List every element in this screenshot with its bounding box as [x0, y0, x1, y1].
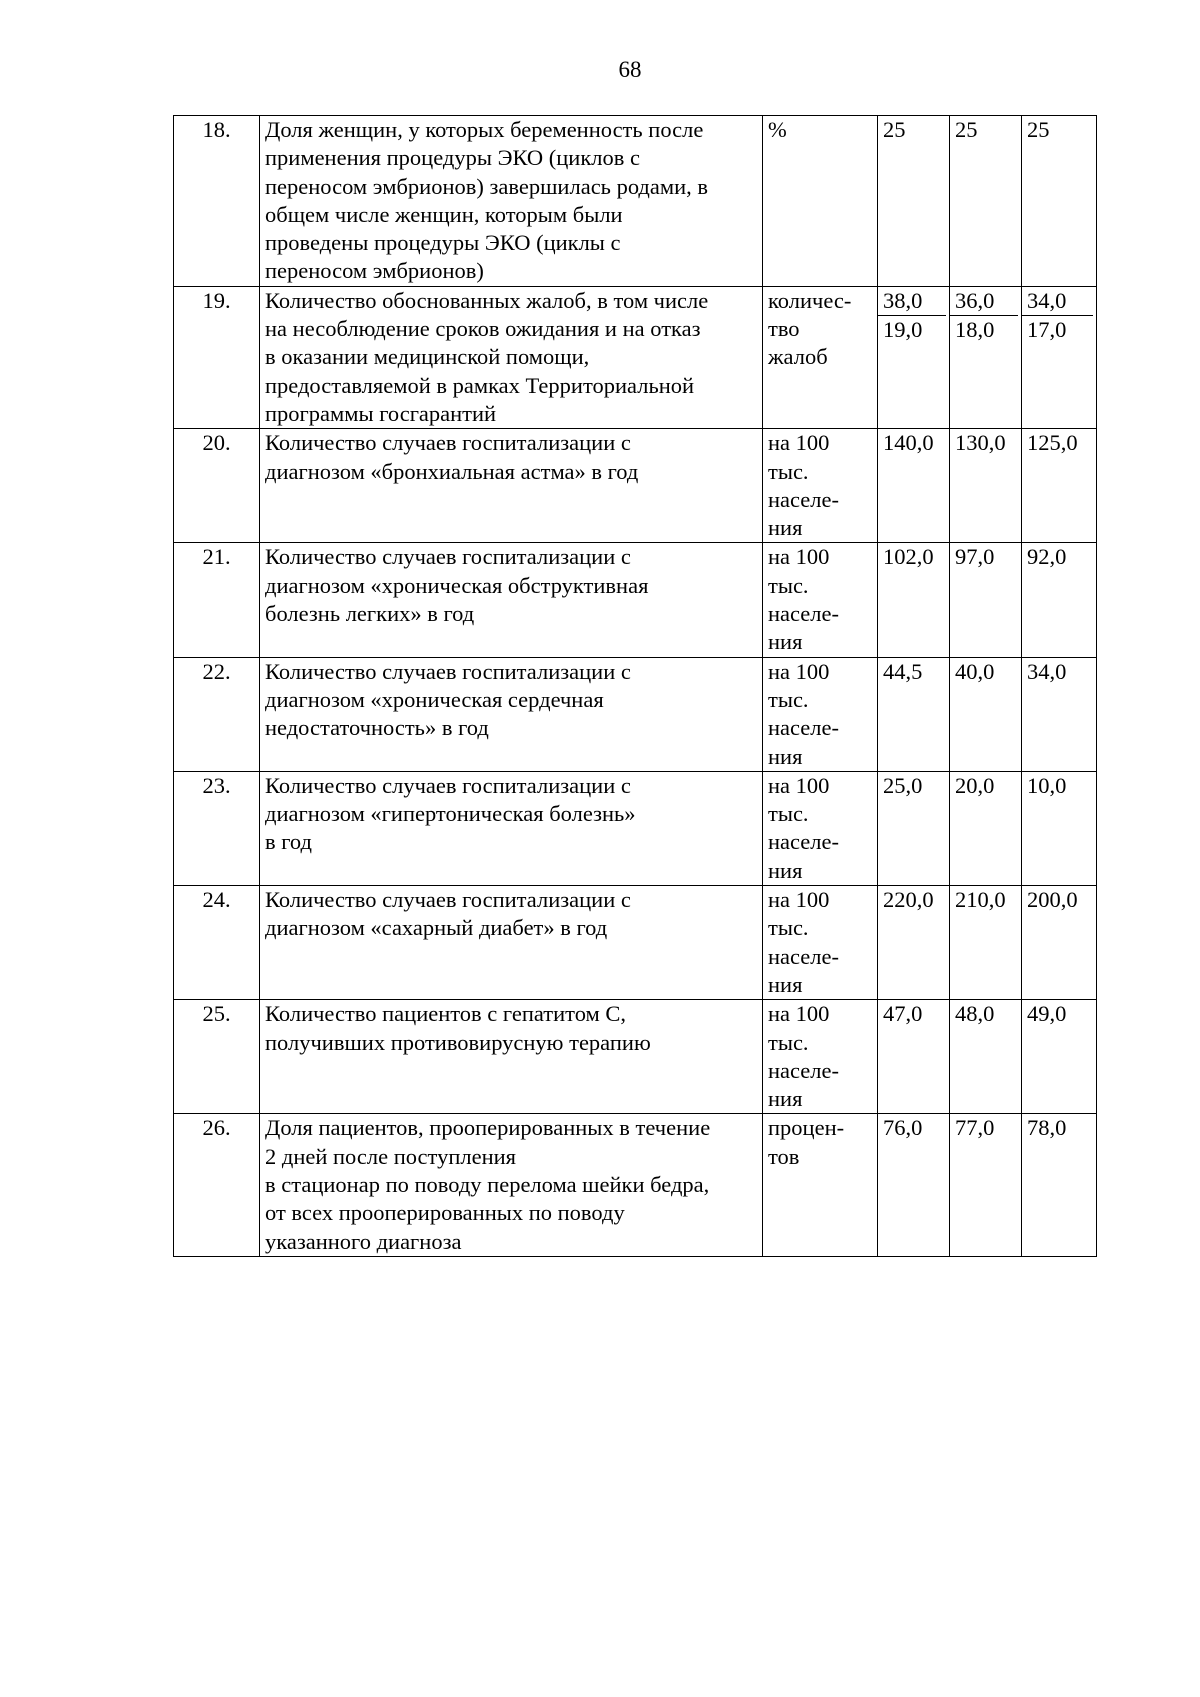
value-cell-1: [878, 543, 950, 657]
value: 210,0: [955, 887, 1006, 913]
indicator-name-line: 2 дней после поступления: [265, 1143, 517, 1169]
unit-cell-line: тво: [768, 316, 800, 342]
table-row: [174, 286, 1097, 428]
indicator-name-line: переносом эмбрионов): [265, 258, 484, 284]
indicator-name: [260, 286, 763, 428]
indicator-name: [260, 771, 763, 885]
indicator-name-line: от всех прооперированных по поводу: [265, 1200, 625, 1226]
indicator-name: [260, 1114, 763, 1256]
unit-cell-line: населе-: [768, 1057, 839, 1083]
indicator-name-line: в стационар по поводу перелома шейки бедра,: [265, 1171, 710, 1197]
value: 19,0: [883, 317, 923, 343]
indicator-name: [260, 429, 763, 543]
indicator-name-line: на несоблюдение сроков ожидания и на отказ: [265, 316, 701, 342]
value: 77,0: [955, 1115, 995, 1141]
indicator-name-line: применения процедуры ЭКО (циклов с: [265, 145, 640, 171]
indicator-name-line: недостаточность» в год: [265, 715, 489, 741]
indicator-name-line: Количество случаев госпитализации с: [265, 887, 631, 913]
indicator-name-line: Доля пациентов, прооперированных в течение: [265, 1115, 711, 1141]
value: 18,0: [955, 317, 995, 343]
indicator-name-line: Доля женщин, у которых беременность после: [265, 117, 704, 142]
unit-cell-line: тыс.: [768, 915, 809, 941]
unit-cell-line: тыс.: [768, 686, 809, 712]
value: 25: [1027, 117, 1050, 142]
unit-cell-line: на 100: [768, 1001, 830, 1027]
value-cell-1: [878, 429, 950, 543]
unit-cell-line: населе-: [768, 829, 839, 855]
unit-cell-line: количес-: [768, 287, 852, 313]
value-cell-3: [1022, 429, 1097, 543]
value: 47,0: [883, 1001, 923, 1027]
value-cell-2: [950, 116, 1022, 287]
value-cell-2: [950, 1000, 1022, 1114]
row-number: 23.: [174, 771, 260, 885]
value-cell-1: [878, 886, 950, 1000]
value: 34,0: [1027, 658, 1067, 684]
unit-cell: [763, 429, 878, 543]
value: 36,0: [950, 287, 1018, 316]
value-cell-2: [950, 657, 1022, 771]
value: 10,0: [1027, 772, 1067, 798]
value-cell-2: [950, 543, 1022, 657]
value-cell-3: [1022, 286, 1097, 428]
value-cell-3: [1022, 1114, 1097, 1256]
unit-cell-line: %: [768, 117, 787, 142]
value-cell-2: [950, 771, 1022, 885]
table-row: [174, 1000, 1097, 1114]
unit-cell-line: ния: [768, 743, 803, 769]
value-cell-2: [950, 429, 1022, 543]
unit-cell-line: на 100: [768, 887, 830, 913]
unit-cell: [763, 1114, 878, 1256]
row-number: 18.: [174, 116, 260, 287]
value-cell-3: [1022, 543, 1097, 657]
indicator-name-line: в оказании медицинской помощи,: [265, 344, 590, 370]
value-cell-3: [1022, 771, 1097, 885]
row-number: 19.: [174, 286, 260, 428]
unit-cell: [763, 116, 878, 287]
table-row: [174, 886, 1097, 1000]
value: 40,0: [955, 658, 995, 684]
unit-cell: [763, 286, 878, 428]
indicators-table: [173, 115, 1097, 1257]
value: 220,0: [883, 887, 934, 913]
value: 25: [883, 117, 906, 142]
unit-cell-line: ния: [768, 857, 803, 883]
indicator-name: [260, 886, 763, 1000]
value: 125,0: [1027, 430, 1078, 456]
value: 130,0: [955, 430, 1006, 456]
indicator-name-line: Количество случаев госпитализации с: [265, 544, 631, 570]
row-number: 24.: [174, 886, 260, 1000]
value: 25: [955, 117, 978, 142]
value: 200,0: [1027, 887, 1078, 913]
indicator-name-line: диагнозом «гипертоническая болезнь»: [265, 801, 636, 827]
indicator-name: [260, 1000, 763, 1114]
value: 140,0: [883, 430, 934, 456]
indicator-name-line: указанного диагноза: [265, 1228, 462, 1254]
unit-cell-line: тыс.: [768, 1029, 809, 1055]
table-row: [174, 429, 1097, 543]
value-cell-2: [950, 286, 1022, 428]
unit-cell-line: ния: [768, 1086, 803, 1112]
value-cell-2: [950, 1114, 1022, 1256]
unit-cell-line: на 100: [768, 772, 830, 798]
value: 38,0: [878, 287, 946, 316]
value: 25,0: [883, 772, 923, 798]
value: 78,0: [1027, 1115, 1067, 1141]
unit-cell-line: тыс.: [768, 801, 809, 827]
unit-cell-line: ния: [768, 515, 803, 541]
indicator-name-line: Количество пациентов с гепатитом С,: [265, 1001, 627, 1027]
indicator-name-line: диагнозом «сахарный диабет» в год: [265, 915, 608, 941]
indicator-name-line: проведены процедуры ЭКО (циклы с: [265, 230, 621, 256]
value: 97,0: [955, 544, 995, 570]
page-number: 68: [618, 57, 642, 82]
value: 92,0: [1027, 544, 1067, 570]
row-number: 26.: [174, 1114, 260, 1256]
value-cell-3: [1022, 657, 1097, 771]
value-cell-1: [878, 771, 950, 885]
value-cell-1: [878, 286, 950, 428]
value-cell-1: [878, 116, 950, 287]
value: 102,0: [883, 544, 934, 570]
indicator-name-line: Количество случаев госпитализации с: [265, 430, 631, 456]
indicator-name-line: диагнозом «хроническая сердечная: [265, 686, 604, 712]
unit-cell-line: на 100: [768, 544, 830, 570]
row-number: 21.: [174, 543, 260, 657]
unit-cell-line: населе-: [768, 943, 839, 969]
value-cell-3: [1022, 1000, 1097, 1114]
unit-cell-line: ния: [768, 629, 803, 655]
unit-cell-line: тов: [768, 1143, 800, 1169]
indicator-name: [260, 116, 763, 287]
value-cell-2: [950, 886, 1022, 1000]
indicator-name-line: общем числе женщин, которым были: [265, 201, 623, 227]
indicator-name-line: болезнь легких» в год: [265, 601, 475, 627]
indicator-name-line: Количество случаев госпитализации с: [265, 658, 631, 684]
row-number: 22.: [174, 657, 260, 771]
unit-cell-line: на 100: [768, 658, 830, 684]
unit-cell-line: населе-: [768, 601, 839, 627]
table-row: [174, 1114, 1097, 1256]
value: 44,5: [883, 658, 923, 684]
row-number: 25.: [174, 1000, 260, 1114]
value: 34,0: [1022, 287, 1093, 316]
value-cell-1: [878, 1000, 950, 1114]
value-cell-3: [1022, 886, 1097, 1000]
value: 20,0: [955, 772, 995, 798]
unit-cell-line: процен-: [768, 1115, 845, 1141]
table-row: [174, 657, 1097, 771]
indicator-name-line: Количество случаев госпитализации с: [265, 772, 631, 798]
value: 48,0: [955, 1001, 995, 1027]
indicator-name-line: Количество обоснованных жалоб, в том числе: [265, 287, 709, 313]
value-cell-3: [1022, 116, 1097, 287]
unit-cell: [763, 1000, 878, 1114]
unit-cell: [763, 657, 878, 771]
unit-cell: [763, 543, 878, 657]
indicator-name-line: диагнозом «бронхиальная астма» в год: [265, 458, 639, 484]
indicator-name-line: диагнозом «хроническая обструктивная: [265, 572, 649, 598]
table-row: [174, 771, 1097, 885]
indicator-name-line: предоставляемой в рамках Территориальной: [265, 372, 695, 398]
value: 76,0: [883, 1115, 923, 1141]
indicator-name-line: получивших противовирусную терапию: [265, 1029, 651, 1055]
indicator-name-line: переносом эмбрионов) завершилась родами, в: [265, 173, 709, 199]
value: 17,0: [1027, 317, 1067, 343]
value: 49,0: [1027, 1001, 1067, 1027]
unit-cell-line: тыс.: [768, 572, 809, 598]
indicator-name-line: в год: [265, 829, 312, 855]
unit-cell-line: населе-: [768, 715, 839, 741]
unit-cell-line: тыс.: [768, 458, 809, 484]
indicator-name-line: программы госгарантий: [265, 400, 497, 426]
value-cell-1: [878, 657, 950, 771]
unit-cell-line: на 100: [768, 430, 830, 456]
table-row: [174, 543, 1097, 657]
indicator-name: [260, 543, 763, 657]
value-cell-1: [878, 1114, 950, 1256]
unit-cell-line: жалоб: [768, 344, 828, 370]
table-row: [174, 116, 1097, 287]
unit-cell-line: ния: [768, 971, 803, 997]
unit-cell-line: населе-: [768, 486, 839, 512]
indicator-name: [260, 657, 763, 771]
unit-cell: [763, 886, 878, 1000]
unit-cell: [763, 771, 878, 885]
table-body: [174, 116, 1097, 1257]
row-number: 20.: [174, 429, 260, 543]
